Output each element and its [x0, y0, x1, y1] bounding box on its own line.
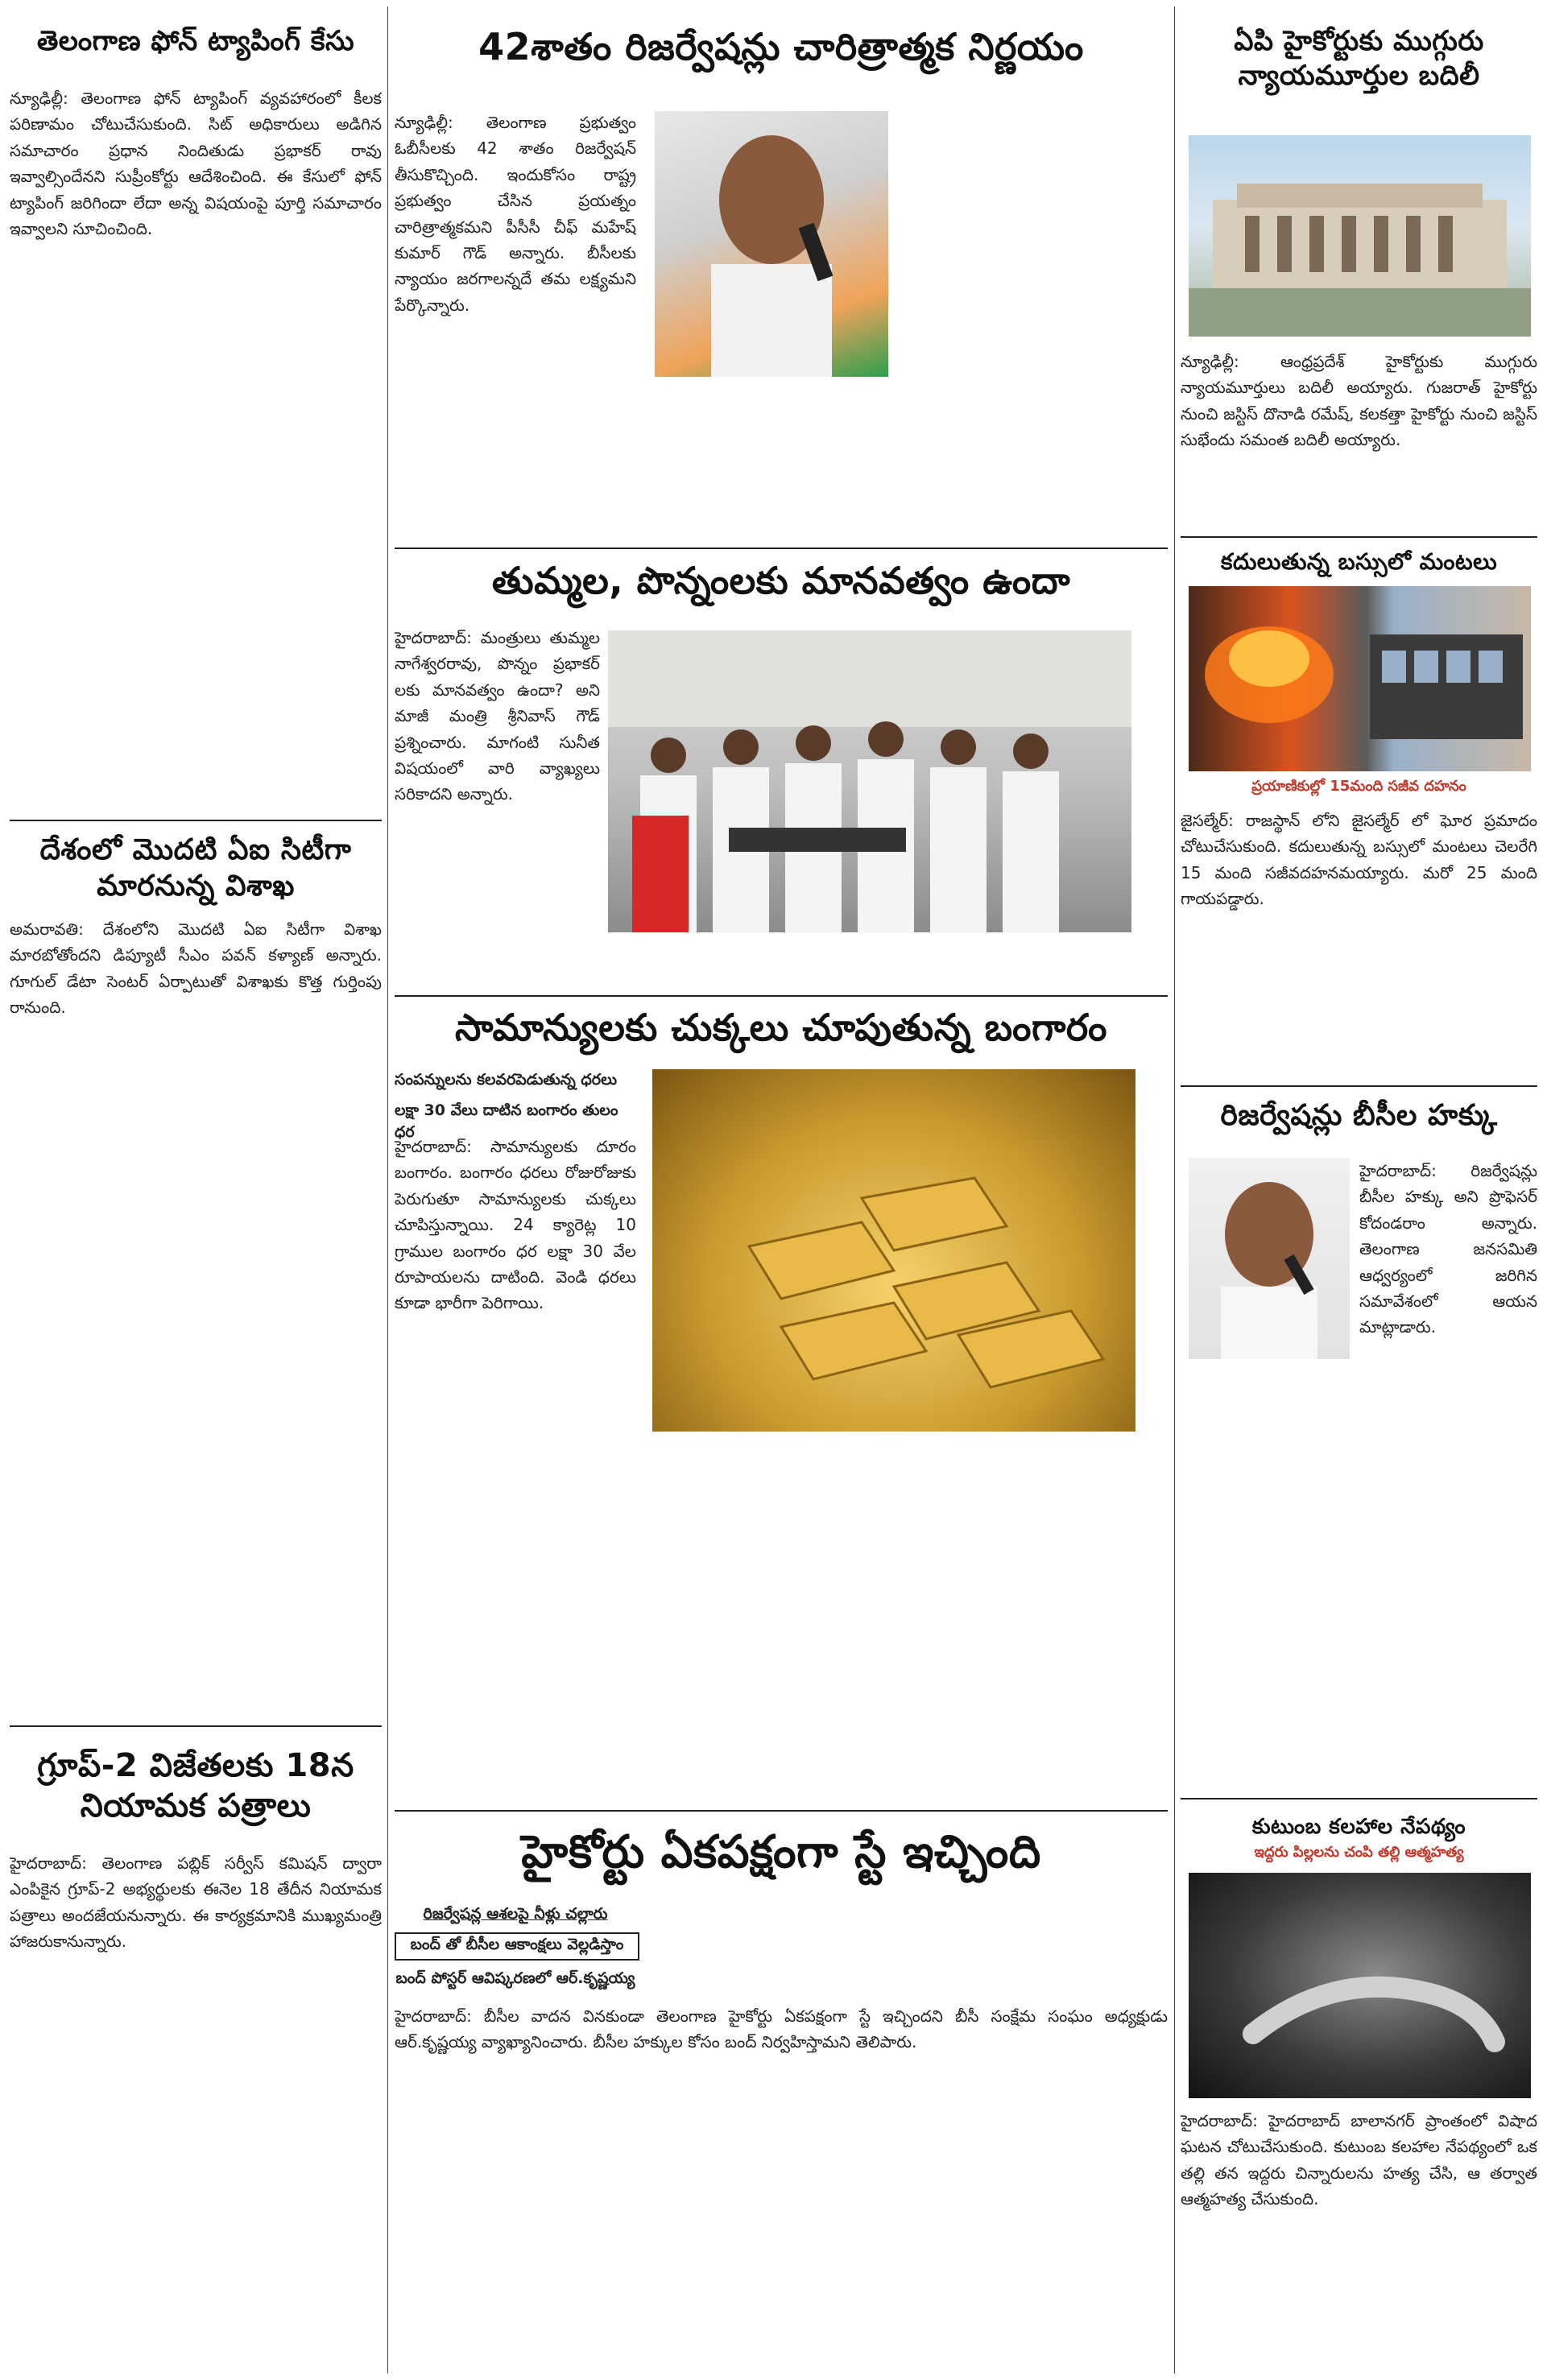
bc-rights-body: హైదరాబాద్: రిజర్వేషన్లు బీసీల హక్కు అని ప్రొఫెసర్ కోదండరాం అన్నారు. తెలంగాణ జనసమితి ఆధ్వర్యంలో జరిగిన సమావేశంలో ఆయన మాట్లాడారు.: [1359, 1161, 1537, 1337]
center-column: [395, 6, 1168, 2374]
divider: [395, 1810, 1168, 1812]
phone-tapping-body: న్యూఢిల్లీ: తెలంగాణ ఫోన్ ట్యాపింగ్ వ్యవహారంలో కీలక పరిణామం చోటుచేసుకుంది. సిట్ అధికారులు అడిగిన సమాచారం ప్రధాన నిందితుడు ప్రభాకర్ రావు ఇవ్వాల్సిందేనని సుప్రీంకోర్టు ఆదేశించింది. ఈ కేసులో ఫోన్ ట్యాపింగ్ జరిగిందా లేదా అన్న విషయంపై పూర్తి సమాచారం ఇవ్వాలని సూచించింది.: [10, 89, 382, 238]
ai-city-headline: దేశంలో మొదటి ఏఐ సిటీగా మారనున్న విశాఖ: [39, 833, 352, 903]
bus-fire-caption: ప్రయాణికుల్లో 15మంది సజీవ దహనం: [1251, 778, 1466, 795]
group2-headline: గ్రూప్-2 విజేతలకు 18న నియామక పత్రాలు: [37, 1747, 354, 1824]
divider: [395, 547, 1168, 549]
bus-fire-photo: [1189, 586, 1531, 771]
divider: [1181, 1798, 1537, 1799]
gold-headline: సామాన్యులకు చుక్కలు చూపుతున్న బంగారం: [455, 1006, 1107, 1049]
phone-tapping-headline: తెలంగాణ ఫోన్ ట్యాపింగ్ కేసు: [36, 25, 355, 57]
high-court-building-photo: [1189, 135, 1531, 337]
divider: [395, 995, 1168, 997]
reservations-body: న్యూఢిల్లీ: తెలంగాణ ప్రభుత్వం ఓబీసీలకు 42 శాతం రిజర్వేషన్ తీసుకొచ్చింది. ఇందుకోసం రాష్ట్ర ప్రభుత్వం చేసిన ప్రయత్నం చారిత్రాత్మకమని పీసీసీ చీఫ్ మహేష్ కుమార్ గౌడ్ అన్నారు. బీసీలకు న్యాయం జరగాలన్నదే తమ లక్ష్యమని పేర్కొన్నారు.: [395, 113, 636, 315]
newspaper-page: [10, 6, 1537, 2374]
press-meet-photo: [608, 630, 1131, 932]
bc-rights-headline: రిజర్వేషన్లు బీసీల హక్కు: [1220, 1099, 1498, 1132]
column-rule: [1174, 6, 1175, 2374]
tummala-headline: తుమ్మల, పొన్నంలకు మానవత్వం ఉందా: [491, 559, 1071, 602]
gold-subkicker: లక్షా 30 వేలు దాటిన బంగారం తులం ధర: [395, 1101, 618, 1141]
gold-kicker: సంపన్నులను కలవరపెడుతున్న ధరలు: [395, 1071, 618, 1089]
right-column: [1181, 6, 1537, 2374]
column-rule: [387, 6, 388, 2374]
ap-hc-body: న్యూఢిల్లీ: ఆంధ్రప్రదేశ్ హైకోర్టుకు ముగ్గురు న్యాయమూర్తులు బదిలీ అయ్యారు. గుజరాత్ హైకోర్టు నుంచి జస్టిస్ దొనాడి రమేష్, కలకత్తా హైకోర్టు నుంచి జస్టిస్ సుభేందు సమంత బదిలీ అయ్యారు.: [1181, 352, 1537, 450]
high-court-headline: హైకోర్టు ఏకపక్షంగా స్టే ఇచ్చింది: [521, 1826, 1041, 1878]
family-dispute-headline: కుటుంబ కలహాల నేపథ్యం: [1251, 1815, 1466, 1839]
divider: [1181, 536, 1537, 538]
reservations-headline: 42శాతం రిజర్వేషన్లు చారిత్రాత్మక నిర్ణయం: [478, 25, 1084, 68]
bus-fire-headline: కదులుతున్న బస్సులో మంటలు: [1220, 548, 1498, 575]
kodandaram-photo: [1189, 1158, 1350, 1359]
group2-body: హైదరాబాద్: తెలంగాణ పబ్లిక్ సర్వీస్ కమిషన్ ద్వారా ఎంపికైన గ్రూప్-2 అభ్యర్థులకు ఈనెల 18 తేదీన నియామక పత్రాలు అందజేయనున్నారు. ఈ కార్యక్రమానికి ముఖ్యమంత్రి హాజరుకానున్నారు.: [10, 1853, 382, 1952]
gold-bars-photo: [652, 1069, 1135, 1432]
bus-fire-body: జైసల్మేర్: రాజస్థాన్ లోని జైసల్మేర్ లో ఘోర ప్రమాదం చోటుచేసుకుంది. కదులుతున్న బస్సులో మంటలు చెలరేగి 15 మంది సజీవదహనమయ్యారు. మరో 25 మంది గాయపడ్డారు.: [1181, 811, 1537, 909]
divider: [10, 820, 382, 821]
family-dispute-subkicker: ఇద్దరు పిల్లలను చంపి తల్లి ఆత్మహత్య: [1254, 1844, 1464, 1861]
ai-city-body: అమరావతి: దేశంలోని మొదటి ఏఐ సిటీగా విశాఖ మారబోతోందని డిప్యూటీ సీఎం పవన్ కళ్యాణ్ అన్నారు. గూగుల్ డేటా సెంటర్ ఏర్పాటుతో విశాఖకు కొత్త గుర్తింపు రానుంది.: [10, 919, 382, 1018]
family-dispute-body: హైదరాబాద్: హైదరాబాద్ బాలానగర్ ప్రాంతంలో విషాద ఘటన చోటుచేసుకుంది. కుటుంబ కలహాల నేపథ్యంలో ఒక తల్లి తన ఇద్దరు చిన్నారులను హత్య చేసి, ఆ తర్వాత ఆత్మహత్య చేసుకుంది.: [1181, 2111, 1537, 2209]
high-court-byline: బంద్ పోస్టర్ ఆవిష్కరణలో ఆర్.కృష్ణయ్య: [395, 1969, 635, 1987]
ap-hc-headline: ఏపి హైకోర్టుకు ముగ్గురు న్యాయమూర్తుల బదిలీ: [1234, 25, 1484, 92]
left-column: [10, 6, 382, 2374]
high-court-kicker: రిజర్వేషన్ల ఆశలపై నీళ్లు చల్లారు: [423, 1905, 608, 1923]
high-court-body: హైదరాబాద్: బీసీల వాదన వినకుండా తెలంగాణ హైకోర్టు ఏకపక్షంగా స్టే ఇచ్చిందని బీసీ సంక్షేమ సంఘం అధ్యక్షుడు ఆర్.కృష్ణయ్య వ్యాఖ్యానించారు. బీసీల హక్కుల కోసం బంద్ నిర్వహిస్తామని తెలిపారు.: [395, 2006, 1168, 2052]
high-court-subkicker: బంద్ తో బీసీల ఆకాంక్షలు వెల్లడిస్తాం: [395, 1932, 639, 1961]
tummala-body: హైదరాబాద్: మంత్రులు తుమ్మల నాగేశ్వరరావు, పొన్నం ప్రభాకర్ లకు మానవత్వం ఉందా? అని మాజీ మంత్రి శ్రీనివాస్ గౌడ్ ప్రశ్నించారు. మాగంటి సునీత విషయంలో వారి వ్యాఖ్యలు సరికాదని అన్నారు.: [395, 628, 600, 804]
gold-body: హైదరాబాద్: సామాన్యులకు దూరం బంగారం. బంగారం ధరలు రోజురోజుకు పెరుగుతూ సామాన్యులకు చుక్కలు చూపిస్తున్నాయి. 24 క్యారెట్ల 10 గ్రాముల బంగారం ధర లక్షా 30 వేల రూపాయలను దాటింది. వెండి ధరలు కూడా భారీగా పెరిగాయి.: [395, 1137, 636, 1313]
tragedy-illustration: [1189, 1873, 1531, 2098]
divider: [1181, 1085, 1537, 1087]
mahesh-kumar-goud-photo: [655, 111, 888, 377]
divider: [10, 1725, 382, 1727]
